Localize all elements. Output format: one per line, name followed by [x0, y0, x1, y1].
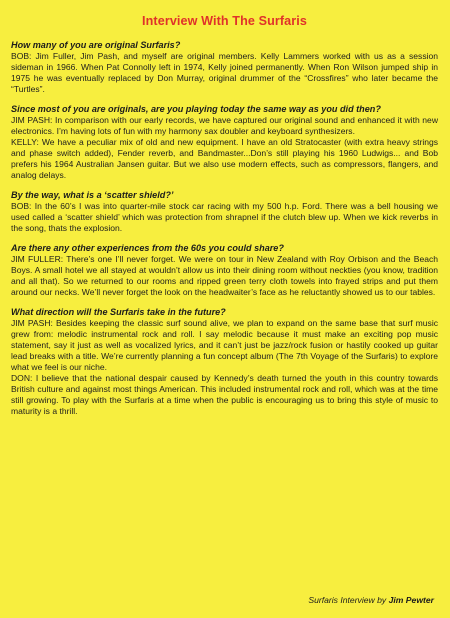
- answer: JIM FULLER: There’s one I’ll never forget. We were on tour in New Zealand with Roy Orbison and the Beach Boys. A small hotel we all stayed at wouldn’t allow us into their dining room without neckties (you know, tradition and all that). So we returned to our rooms and ripped green terry cloth towels into frayed strips and put them around our necks. We’ll never forget the look on the headwaiter’s face as he reluctantly showed us to our tables.: [11, 254, 438, 297]
- answer: BOB: Jim Fuller, Jim Pash, and myself are original members. Kelly Lammers worked with us as a session sideman in 1966. When Pat Connolly left in 1974, Kelly joined permanently. When Ron Wilson jumped ship in 1975 he was eventually replaced by Don Murray, original drummer of the “Crossfires” who later became the “Turtles”.: [11, 51, 438, 94]
- qa-block: [11, 104, 438, 181]
- qa-block: [11, 243, 438, 298]
- answer: JIM PASH: Besides keeping the classic surf sound alive, we plan to expand on the same base that surf music grew from: melodic instrumental rock and roll. I say melodic because it must make an exciting pop music statement, say it just as well as vocalized lyrics, and it can’t just be jazz/rock fusion or hastily cooked up guitar lead breaks with a title. We’re currently planning a fun concept album (The 7th Voyage of the Surfaris) to explore what we feel is our niche.: [11, 318, 438, 372]
- question: How many of you are original Surfaris?: [11, 40, 181, 50]
- qa-block: [11, 307, 438, 417]
- answer: KELLY: We have a peculiar mix of old and new equipment. I have an old Stratocaster (with extra heavy strings and phase switch added), Fender reverb, and Bandmaster...Don’s still playing his 1960 Ludwigs... and Bob prefers his 1964 Australian Jansen guitar. But we also use modern effects, such as compressors, flangers, and analog delays.: [11, 137, 438, 180]
- answer: JIM PASH: In comparison with our early records, we have captured our original sound and enhanced it with new electronics. I’m having lots of fun with my harmony sax doubler and keyboard synthesizers.: [11, 115, 438, 136]
- page-title: Interview With The Surfaris: [142, 14, 307, 28]
- credit-author: Jim Pewter: [388, 595, 434, 605]
- author-credit: [308, 595, 434, 605]
- qa-block: [11, 40, 438, 95]
- question: By the way, what is a ‘scatter shield?’: [11, 190, 174, 200]
- answer: BOB: In the 60’s I was into quarter-mile stock car racing with my 500 h.p. Ford. There was a bell housing we used called a ‘scatter shield’ which was protection from shrapnel if the clutch blew up. When we kick reverbs in the song, thats the explosion.: [11, 201, 438, 233]
- question: What direction will the Surfaris take in the future?: [11, 307, 226, 317]
- credit-prefix: Surfaris Interview by: [308, 595, 387, 605]
- qa-block: [11, 190, 438, 234]
- question: Since most of you are originals, are you playing today the same way as you did then?: [11, 104, 381, 114]
- answer: DON: I believe that the national despair caused by Kennedy’s death turned the youth in this country towards British culture and against most things American. This included instrumental rock and roll, which was at the time still growing. To play with the Surfaris at a time when the public is encouraging us to bring this style of music to maturity is a thrill.: [11, 373, 438, 416]
- question: Are there any other experiences from the 60s you could share?: [11, 243, 284, 253]
